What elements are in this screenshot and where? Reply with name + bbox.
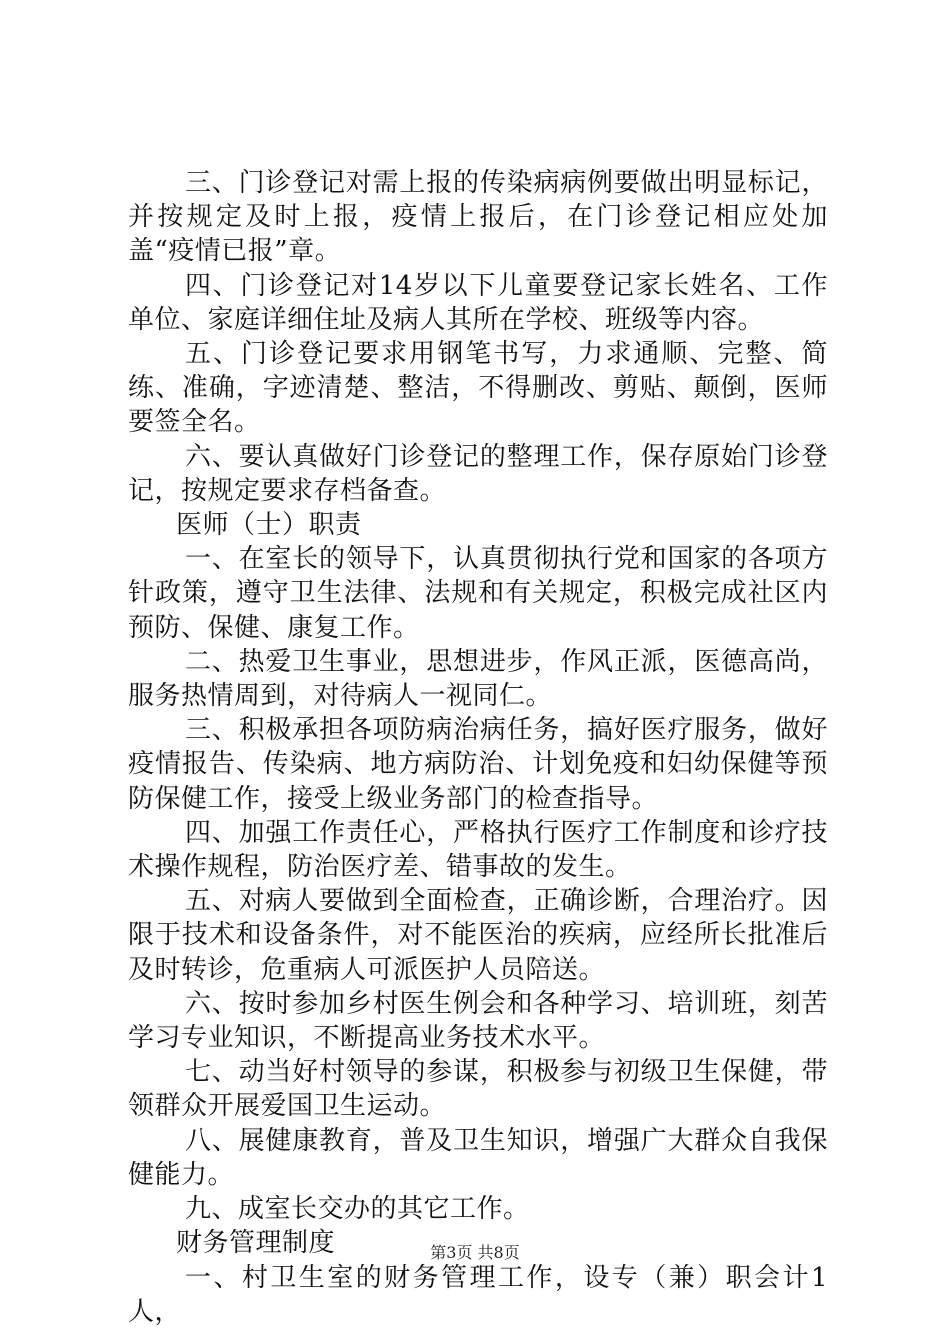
document-body	[128, 166, 828, 1329]
paragraph: 一、村卫生室的财务管理工作，设专（兼）职会计1人，	[128, 1262, 828, 1327]
paragraph: 一、在室长的领导下，认真贯彻执行党和国家的各项方针政策，遵守卫生法律、法规和有关规定，积极完成社区内预防、保健、康复工作。	[128, 544, 828, 643]
paragraph: 七、动当好村领导的参谋，积极参与初级卫生保健，带领群众开展爱国卫生运动。	[128, 1057, 828, 1122]
paragraph: 三、门诊登记对需上报的传染病病例要做出明显标记，并按规定及时上报，疫情上报后，在门诊登记相应处加盖“疫情已报”章。	[128, 168, 828, 267]
paragraph: 八、展健康教育，普及卫生知识，增强广大群众自我保健能力。	[128, 1125, 828, 1190]
paragraph: 四、加强工作责任心，严格执行医疗工作制度和诊疗技术操作规程，防治医疗差、错事故的发生。	[128, 817, 828, 883]
section-heading: 财务管理制度	[176, 1228, 336, 1259]
paragraph: 六、要认真做好门诊登记的整理工作，保存原始门诊登记，按规定要求存档备查。	[128, 441, 828, 506]
paragraph: 九、成室长交办的其它工作。	[185, 1194, 530, 1225]
paragraph: 五、对病人要做到全面检查，正确诊断，合理治疗。因限于技术和设备条件，对不能医治的疾病，应经所长批准后及时转诊，危重病人可派医护人员陪送。	[128, 886, 828, 985]
paragraph: 三、积极承担各项防病治病任务，搞好医疗服务，做好疫情报告、传染病、地方病防治、计划免疫和妇幼保健等预防保健工作，接受上级业务部门的检查指导。	[128, 715, 828, 814]
section-heading: 医师（士）职责	[176, 510, 362, 541]
page-number-footer: 第3页 共8页	[430, 1243, 520, 1262]
paragraph: 二、热爱卫生事业，思想进步，作风正派，医德高尚，服务热情周到，对待病人一视同仁。	[128, 646, 828, 712]
paragraph: 六、按时参加乡村医生例会和各种学习、培训班，刻苦学习专业知识，不断提高业务技术水平。	[128, 988, 828, 1054]
paragraph: 四、门诊登记对14岁以下儿童要登记家长姓名、工作单位、家庭详细住址及病人其所在学校、班级等内容。	[128, 270, 828, 335]
paragraph: 五、门诊登记要求用钢笔书写，力求通顺、完整、简练、准确，字迹清楚、整洁，不得删改、剪贴、颠倒，医师要签全名。	[128, 339, 828, 438]
